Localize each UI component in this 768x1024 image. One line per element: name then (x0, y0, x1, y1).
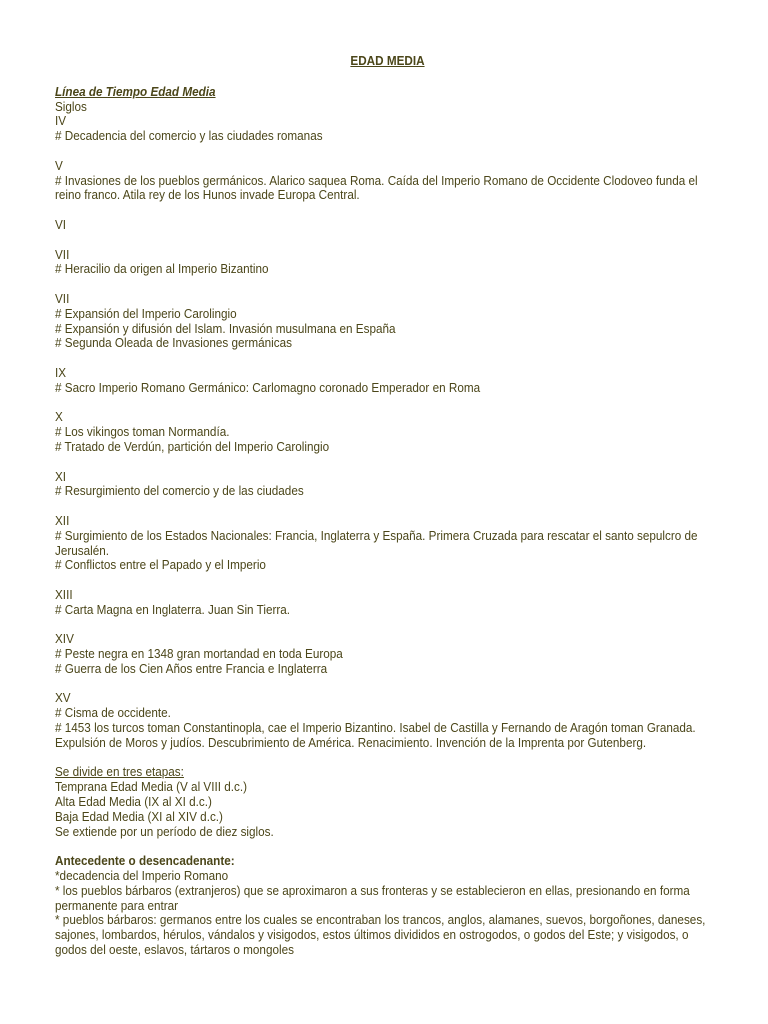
antecedente-list (55, 869, 709, 958)
century-block (55, 588, 673, 618)
century-event: # Expansión y difusión del Islam. Invasión musulmana en España (55, 321, 396, 336)
etapas-section (55, 765, 673, 839)
century-block (55, 691, 699, 750)
century-event: # Conflictos entre el Papado y el Imperio (55, 558, 266, 573)
timeline-section (55, 84, 701, 751)
etapa-line: Baja Edad Media (XI al XIV d.c.) (55, 809, 223, 824)
century-numeral: XII (55, 513, 70, 528)
century-numeral: XIII (55, 587, 73, 602)
century-block (55, 410, 673, 454)
century-event: # Invasiones de los pueblos germánicos. Alarico saquea Roma. Caída del Imperio Romano de Occidente Clodoveo funda el reino franco. Atila rey de los Hunos invade Europa Central. (55, 173, 701, 203)
century-event: # Heracilio da origen al Imperio Bizantino (55, 262, 269, 277)
etapa-line: Temprana Edad Media (V al VIII d.c.) (55, 780, 248, 795)
etapa-line: Alta Edad Media (IX al XI d.c.) (55, 795, 212, 810)
century-event: # Sacro Imperio Romano Germánico: Carlomagno coronado Emperador en Roma (55, 380, 481, 395)
century-numeral: XI (55, 469, 67, 484)
century-block (55, 632, 673, 676)
century-block (55, 366, 673, 396)
century-event: # Los vikingos toman Normandía. (55, 425, 230, 440)
century-numeral: IV (55, 114, 67, 129)
antecedente-line: *decadencia del Imperio Romano (55, 869, 229, 884)
century-numeral: XV (55, 691, 71, 706)
century-event: # Surgimiento de los Estados Nacionales: Francia, Inglaterra y España. Primera Cruzada para rescatar el santo sepulcro de Jerusalén. (55, 528, 701, 558)
century-block (55, 513, 701, 573)
century-numeral: IX (55, 365, 67, 380)
century-event: # Carta Magna en Inglaterra. Juan Sin Tierra. (55, 602, 291, 617)
timeline-subheading: Siglos (55, 99, 87, 114)
century-list (55, 114, 701, 750)
etapas-heading: Se divide en tres etapas: (55, 765, 184, 780)
century-event: # Decadencia del comercio y las ciudades romanas (55, 129, 323, 144)
century-numeral: VII (55, 247, 70, 262)
century-numeral: VI (55, 217, 67, 232)
century-numeral: VII (55, 291, 70, 306)
century-block (55, 292, 673, 351)
etapa-line: Se extiende por un período de diez siglos. (55, 824, 274, 839)
century-block (55, 114, 673, 144)
century-event: # Tratado de Verdún, partición del Imperio Carolingio (55, 439, 330, 454)
century-block (55, 470, 673, 500)
century-event: # Peste negra en 1348 gran mortandad en toda Europa (55, 647, 343, 662)
century-event: # Expansión del Imperio Carolingio (55, 306, 237, 321)
century-event: # Resurgimiento del comercio y de las ciudades (55, 484, 304, 499)
century-block (55, 158, 701, 203)
antecedente-heading: Antecedente o desencadenante: (55, 854, 235, 869)
century-numeral: V (55, 158, 63, 173)
century-numeral: XIV (55, 632, 74, 647)
timeline-heading: Línea de Tiempo Edad Media (55, 84, 216, 99)
century-block (55, 218, 673, 233)
document-title: EDAD MEDIA (350, 54, 425, 68)
century-event: # Guerra de los Cien Años entre Francia e Inglaterra (55, 661, 328, 676)
antecedente-line: * los pueblos bárbaros (extranjeros) que se aproximaron a sus fronteras y se establecieron en ellas, presionando en forma permanente para entrar (55, 883, 694, 913)
century-event: # 1453 los turcos toman Constantinopla, cae el Imperio Bizantino. Isabel de Castilla y Fernando de Aragón toman Granada. Expulsión de Moros y judíos. Descubrimiento de América. Renacimiento. Invención de la Imprenta por Gutenberg. (55, 721, 699, 750)
century-block (55, 248, 673, 278)
antecedente-section (55, 854, 709, 958)
antecedente-line: * pueblos bárbaros: germanos entre los cuales se encontraban los trancos, anglos, alamanes, suevos, borgoñones, daneses, sajones, lombardos, hérulos, vándalos y visigodos, estos últimos divididos en ostrogodos, o godos del Este; y visigodos, o godos del oeste, eslavos, tártaros o mongoles (55, 913, 709, 958)
etapas-list (55, 780, 673, 839)
century-event: # Segunda Oleada de Invasiones germánicas (55, 336, 293, 351)
document-page (55, 54, 709, 958)
century-event: # Cisma de occidente. (55, 706, 171, 721)
century-numeral: X (55, 410, 63, 425)
